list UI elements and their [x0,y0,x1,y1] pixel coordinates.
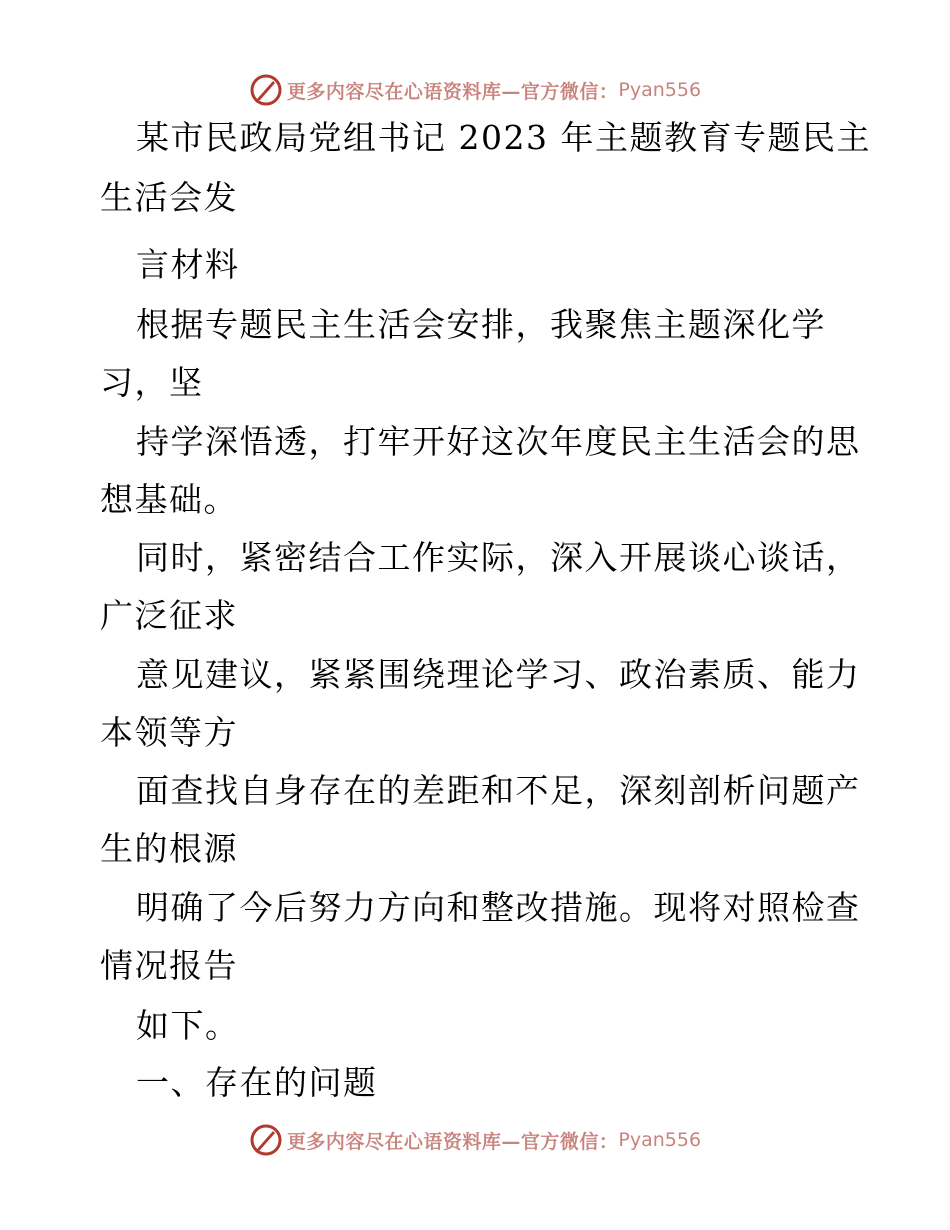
paragraph-line: 广泛征求 [100,596,238,635]
document-title-line-3: 言材料 [136,245,240,284]
paragraph-line: 意见建议，紧紧围绕理论学习、政治素质、能力 [136,655,861,694]
watermark-banner-top [0,70,950,110]
feather-pen-logo-icon [249,73,283,107]
paragraph-line: 本领等方 [100,713,238,752]
paragraph-line: 生的根源 [100,829,238,868]
paragraph-line: 明确了今后努力方向和整改措施。现将对照检查 [136,888,861,927]
paragraph-line: 持学深悟透，打牢开好这次年度民主生活会的思 [136,422,861,461]
watermark-banner-bottom [0,1120,950,1160]
paragraph-line: 如下。 [136,1006,240,1045]
document-title-line-2: 生活会发 [100,178,238,217]
watermark-wechat-id: Pyan556 [618,79,702,101]
document-title-line-1: 某市民政局党组书记 2023 年主题教育专题民主 [136,118,871,157]
paragraph-line: 情况报告 [100,946,238,985]
paragraph-line: 同时，紧密结合工作实际，深入开展谈心谈话， [136,538,861,577]
watermark-text: 更多内容尽在心语资料库—官方微信： [286,1130,619,1153]
watermark-wechat-id: Pyan556 [618,1129,702,1151]
paragraph-line: 面查找自身存在的差距和不足，深刻剖析问题产 [136,771,861,810]
paragraph-line: 根据专题民主生活会安排，我聚焦主题深化学 [136,305,826,344]
paragraph-line: 习，坚 [100,363,204,402]
section-heading: 一、存在的问题 [136,1063,378,1102]
paragraph-line: 想基础。 [100,480,238,519]
watermark-text: 更多内容尽在心语资料库—官方微信： [286,80,619,103]
feather-pen-logo-icon [249,1123,283,1157]
